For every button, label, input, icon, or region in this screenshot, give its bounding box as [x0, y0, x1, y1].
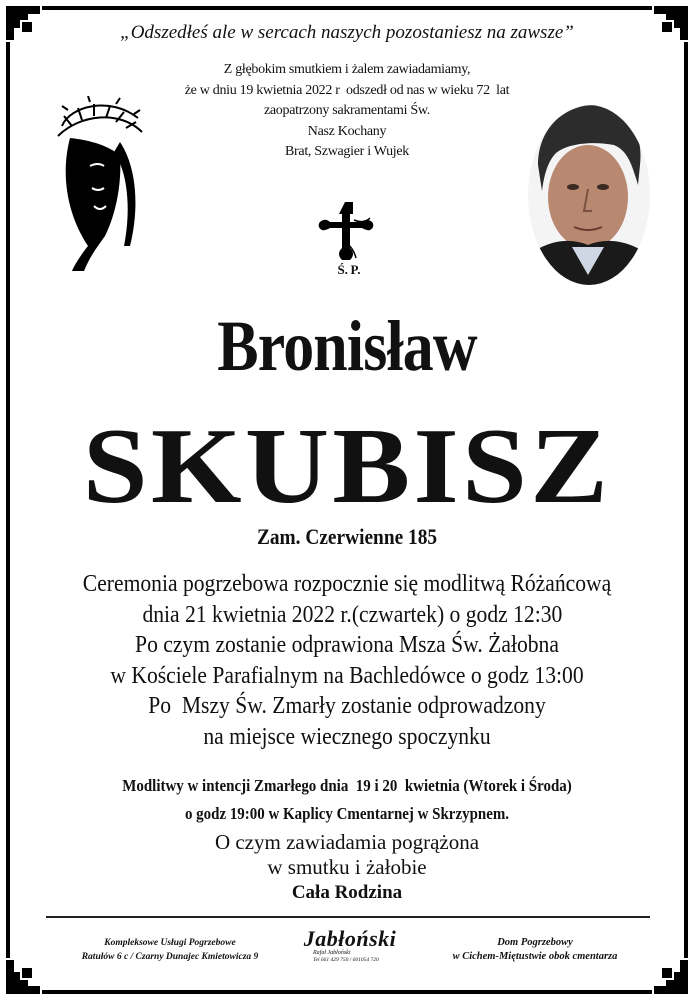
- ceremony-line: Ceremonia pogrzebowa rozpocznie się modlitwą Różańcową: [82, 571, 612, 597]
- portrait-photo: [528, 105, 650, 286]
- intro-line: zaopatrzony sakramentami Św.: [263, 103, 431, 118]
- intro-line: Z głębokim smutkiem i żalem zawiadamiamy,: [223, 62, 471, 77]
- prayer-line: Modlitwy w intencji Zmarłego dnia 19 i 20 kwietnia (Wtorek i Środa): [122, 776, 572, 795]
- ceremony-line: na miejsce wiecznego spoczynku: [203, 723, 491, 750]
- deceased-first-name: Bronisław: [217, 306, 477, 386]
- cross-icon: [318, 200, 380, 262]
- cross-emblem: [318, 200, 380, 280]
- footer-right-line: w Cichem-Miętustwie obok cmentarza: [452, 951, 618, 962]
- intro-line: że w dniu 19 kwietnia 2022 r odszedł od nas w wieku 72 lat: [184, 82, 510, 98]
- motto: „Odszedłeś ale w sercach naszych pozostaniesz na zawsze”: [120, 22, 574, 43]
- ceremony-line: Po czym zostanie odprawiona Msza Św. Żałobna: [135, 632, 559, 658]
- funeral-home-logo: [285, 926, 415, 966]
- logo-name: Jabłoński: [303, 926, 397, 951]
- ceremony-line: Po Mszy Św. Zmarły zostanie odprowadzony: [148, 693, 546, 719]
- footer-right-line: Dom Pogrzebowy: [497, 937, 573, 948]
- funeral-home-info: [420, 936, 650, 964]
- logo-owner: Rafał Jabłoński: [313, 950, 351, 956]
- ceremony-line: w Kościele Parafialnym na Bachledówce o godz 13:00: [110, 662, 584, 689]
- family-signature: Cała Rodzina: [291, 882, 403, 903]
- notify-line: O czym zawiadamia pogrążona: [214, 830, 480, 854]
- intro-line: Nasz Kochany: [307, 123, 387, 139]
- funeral-services-info: [70, 936, 270, 964]
- christ-with-crown-of-thorns: [50, 96, 150, 271]
- ceremony-details: [35, 569, 660, 752]
- footer-left-line: Kompleksowe Usługi Pogrzebowe: [104, 938, 236, 948]
- prayer-details: [42, 772, 653, 828]
- deceased-surname: SKUBISZ: [82, 407, 612, 526]
- prayer-line: o godz 19:00 w Kaplicy Cmentarnej w Skrzypnem.: [184, 804, 510, 823]
- symbol-label: Ś. P.: [337, 262, 361, 277]
- ceremony-line: dnia 21 kwietnia 2022 r.(czwartek) o godz 12:30: [131, 601, 563, 628]
- notification-text: [0, 830, 694, 905]
- footer-divider: [46, 916, 650, 918]
- notify-line: w smutku i żałobie: [267, 855, 427, 879]
- logo-phone: Tel 661 429 750 / 601054 720: [313, 957, 379, 963]
- footer-left-line: Ratułów 6 c / Czarny Dunajec Kmietowicza 9: [81, 952, 259, 962]
- intro-line: Brat, Szwagier i Wujek: [285, 144, 409, 159]
- deceased-address: Zam. Czerwienne 185: [256, 524, 438, 549]
